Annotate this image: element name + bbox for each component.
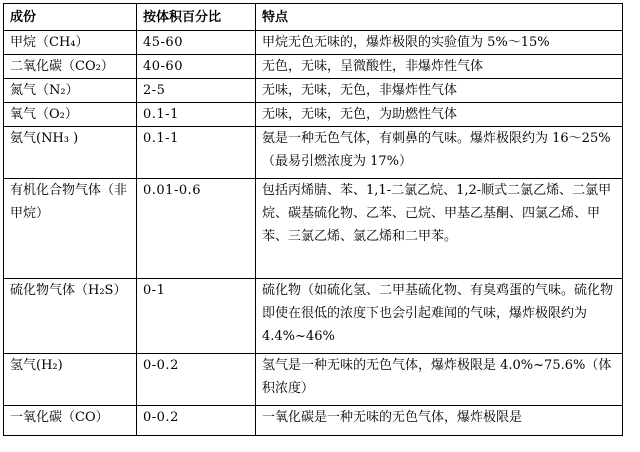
row-name: 二氧化碳（CO₂） (4, 55, 137, 79)
header-characteristics: 特点 (256, 4, 623, 31)
table-header-row (4, 4, 623, 31)
table-row (4, 406, 623, 436)
row-name: 一氧化碳（CO） (4, 406, 137, 436)
header-component: 成份 (4, 4, 137, 31)
table-row (4, 279, 623, 354)
row-name: 氮气（N₂） (4, 79, 137, 103)
row-name: 甲烷（CH₄） (4, 31, 137, 55)
row-description: 无味，无味，无色，为助燃性气体 (256, 103, 623, 127)
row-percent: 0.1-1 (137, 127, 256, 179)
row-description: 氨是一种无色气体，有刺鼻的气味。爆炸极限约为 16～25%（最易引燃浓度为 17%） (256, 127, 623, 179)
row-description: 氢气是一种无味的无色气体，爆炸极限是 4.0%~75.6%（体积浓度） (256, 354, 623, 406)
row-percent: 2-5 (137, 79, 256, 103)
row-percent: 0-0.2 (137, 406, 256, 436)
row-percent: 0.1-1 (137, 103, 256, 127)
table-row (4, 79, 623, 103)
table-row (4, 127, 623, 179)
table-row (4, 179, 623, 279)
row-name: 硫化物气体（H₂S） (4, 279, 137, 354)
row-percent: 45-60 (137, 31, 256, 55)
table-row (4, 55, 623, 79)
row-percent: 0-1 (137, 279, 256, 354)
row-name: 有机化合物气体（非甲烷） (4, 179, 137, 279)
row-description: 包括丙烯腈、苯、1,1-二氯乙烷、1,2-顺式二氯乙烯、二氯甲烷、碳基硫化物、乙苯、己烷、甲基乙基酮、四氯乙烯、甲苯、三氯乙烯、氯乙烯和二甲苯。 (256, 179, 623, 279)
header-volume-percent: 按体积百分比 (137, 4, 256, 31)
table-row (4, 354, 623, 406)
row-description: 甲烷无色无味的，爆炸极限的实验值为 5%～15% (256, 31, 623, 55)
table-row (4, 103, 623, 127)
row-percent: 40-60 (137, 55, 256, 79)
row-description: 无色，无味，呈微酸性，非爆炸性气体 (256, 55, 623, 79)
row-percent: 0-0.2 (137, 354, 256, 406)
row-percent: 0.01-0.6 (137, 179, 256, 279)
row-description: 一氧化碳是一种无味的无色气体，爆炸极限是 (256, 406, 623, 436)
row-description: 无味，无味，无色，非爆炸性气体 (256, 79, 623, 103)
table-row (4, 31, 623, 55)
row-name: 氢气(H₂) (4, 354, 137, 406)
row-description: 硫化物（如硫化氢、二甲基硫化物、有臭鸡蛋的气味。硫化物即使在很低的浓度下也会引起难闻的气味，爆炸极限约为 4.4%~46% (256, 279, 623, 354)
row-name: 氧气（O₂） (4, 103, 137, 127)
row-name: 氨气(NH₃ ) (4, 127, 137, 179)
gas-composition-table (3, 3, 623, 436)
